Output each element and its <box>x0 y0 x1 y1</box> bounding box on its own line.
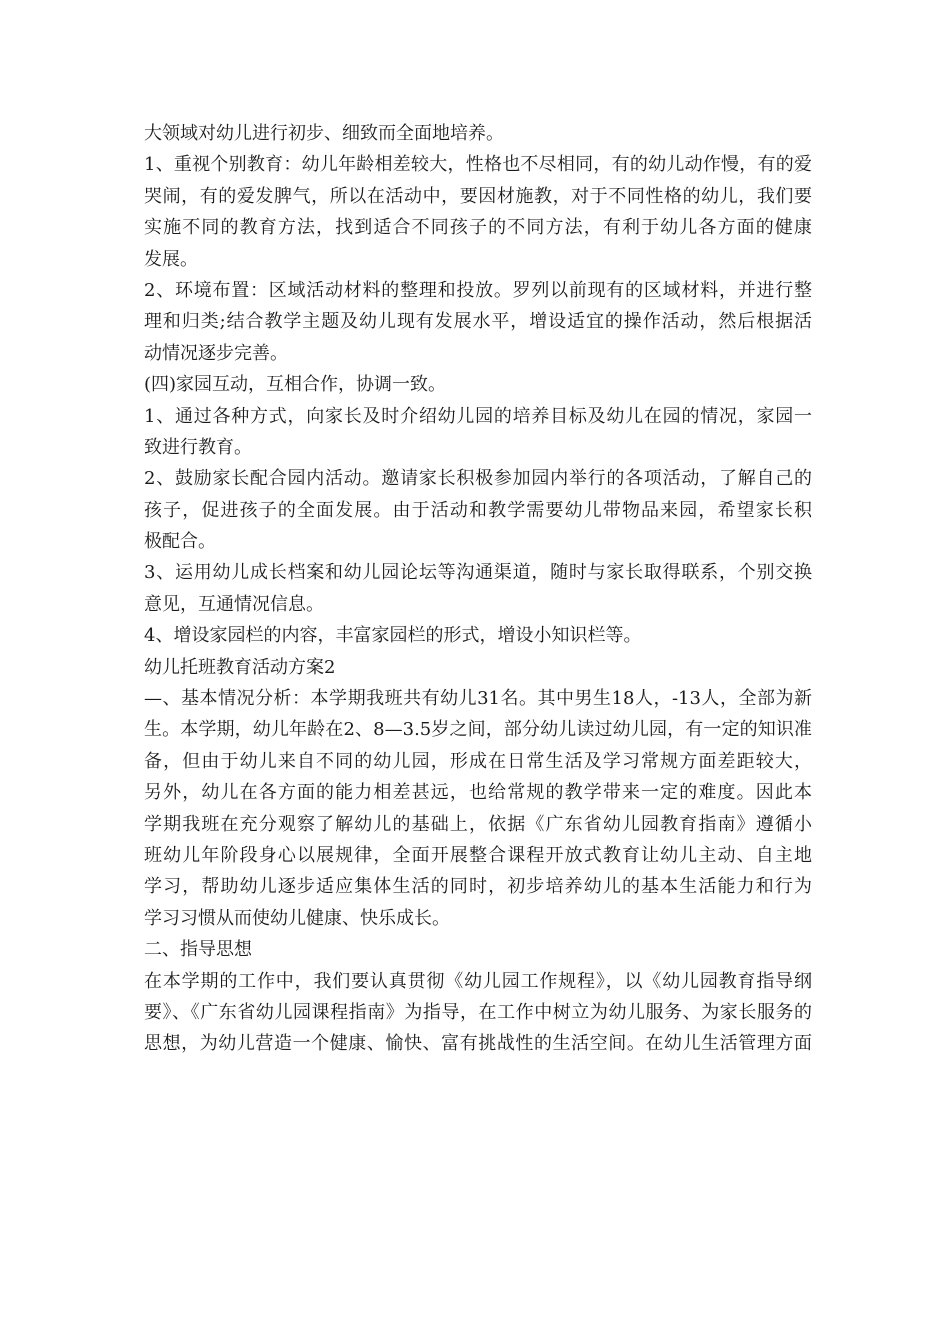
text-line: (四)家园互动，互相合作，协调一致。 <box>144 374 447 396</box>
text-line: 大领域对幼儿进行初步、细致而全面地培养。 <box>144 123 504 144</box>
text-line: 意见，互通情况信息。 <box>144 593 324 615</box>
text-line: 生。本学期，幼儿年龄在2、8—3.5岁之间，部分幼儿读过幼儿园，有一定的知识准 <box>144 719 812 741</box>
text-line: 动情况逐步完善。 <box>144 342 288 364</box>
text-line: 另外，幼儿在各方面的能力相差甚远，也给常规的教学带来一定的难度。因此本 <box>144 782 812 804</box>
text-line: 1、通过各种方式，向家长及时介绍幼儿园的培养目标及幼儿在园的情况，家园一 <box>144 405 812 427</box>
text-line: 二、指导思想 <box>144 939 252 961</box>
text-line: 实施不同的教育方法，找到适合不同孩子的不同方法，有利于幼儿各方面的健康 <box>144 217 812 239</box>
text-line: 4、增设家园栏的内容，丰富家园栏的形式，增设小知识栏等。 <box>144 625 642 647</box>
text-line: 3、运用幼儿成长档案和幼儿园论坛等沟通渠道，随时与家长取得联系，个别交换 <box>144 562 812 584</box>
text-line: 理和归类;结合教学主题及幼儿现有发展水平，增设适宜的操作活动，然后根据活 <box>144 311 812 333</box>
text-line: 1、重视个别教育：幼儿年龄相差较大，性格也不尽相同，有的幼儿动作慢，有的爱 <box>144 154 812 176</box>
text-line: 要》、《广东省幼儿园课程指南》为指导，在工作中树立为幼儿服务、为家长服务的 <box>144 1001 812 1023</box>
document-page <box>144 118 812 1060</box>
text-line: 孩子，促进孩子的全面发展。由于活动和教学需要幼儿带物品来园，希望家长积 <box>144 499 812 521</box>
text-line: 备，但由于幼儿来自不同的幼儿园，形成在日常生活及学习常规方面差距较大， <box>144 750 812 772</box>
text-line: 发展。 <box>144 248 198 270</box>
text-line: 思想，为幼儿营造一个健康、愉快、富有挑战性的生活空间。在幼儿生活管理方面 <box>144 1033 812 1055</box>
text-line: 2、环境布置：区域活动材料的整理和投放。罗列以前现有的区域材料，并进行整 <box>144 279 812 301</box>
text-line: 班幼儿年阶段身心以展规律，全面开展整合课程开放式教育让幼儿主动、自主地 <box>144 844 812 866</box>
text-line: 致进行教育。 <box>144 436 252 458</box>
text-line: 极配合。 <box>144 531 216 553</box>
text-line: —、基本情况分析：本学期我班共有幼儿31名。其中男生18人，-13人，全部为新 <box>144 688 812 710</box>
text-line: 2、鼓励家长配合园内活动。邀请家长积极参加园内举行的各项活动，了解自己的 <box>144 468 812 490</box>
text-line: 幼儿托班教育活动方案2 <box>144 656 336 678</box>
text-line: 在本学期的工作中，我们要认真贯彻《幼儿园工作规程》，以《幼儿园教育指导纲 <box>144 970 812 992</box>
text-line: 学习习惯从而使幼儿健康、快乐成长。 <box>144 907 450 929</box>
text-line: 学习，帮助幼儿逐步适应集体生活的同时，初步培养幼儿的基本生活能力和行为 <box>144 876 812 898</box>
text-line: 哭闹，有的爱发脾气，所以在活动中，要因材施教，对于不同性格的幼儿，我们要 <box>144 185 812 207</box>
text-line: 学期我班在充分观察了解幼儿的基础上，依据《广东省幼儿园教育指南》遵循小 <box>144 813 812 835</box>
